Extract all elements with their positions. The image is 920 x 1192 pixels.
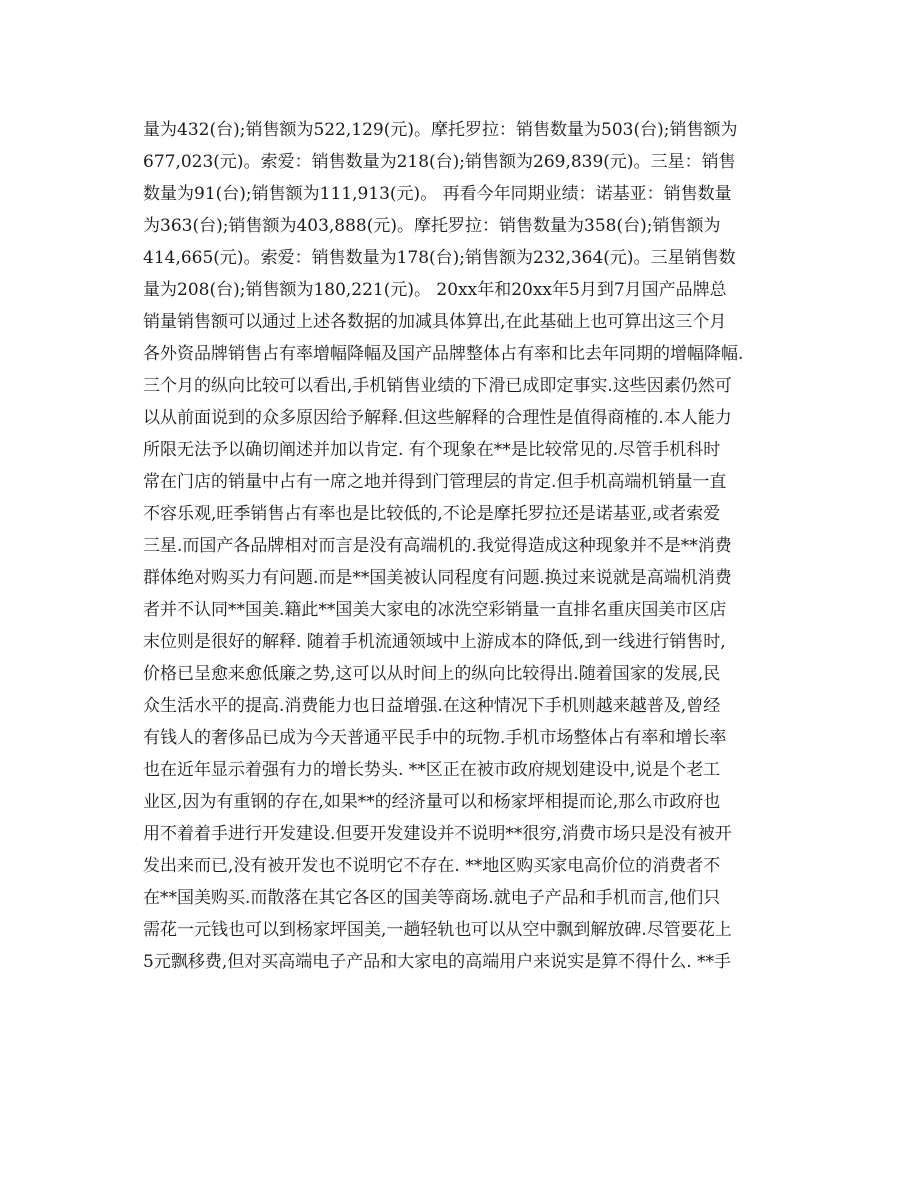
text-line: 为363(台);销售额为403,888(元)。摩托罗拉：销售数量为358(台);销售额为 — [143, 216, 721, 236]
text-line: 所限无法予以确切阐述并加以肯定. 有个现象在**是比较常见的.尽管手机科时 — [143, 440, 721, 460]
text-line: 三个月的纵向比较可以看出,手机销售业绩的下滑已成即定事实.这些因素仍然可 — [143, 376, 732, 396]
text-line: 677,023(元)。索爱：销售数量为218(台);销售额为269,839(元)。三星：销售 — [143, 152, 736, 172]
text-line: 常在门店的销量中占有一席之地并得到门管理层的肯定.但手机高端机销量一直 — [143, 472, 727, 492]
text-line: 量为208(台);销售额为180,221(元)。 20xx年和20xx年5月到7月国产品牌总 — [143, 280, 727, 300]
text-line: 价格已呈愈来愈低廉之势,这可以从时间上的纵向比较得出.随着国家的发展,民 — [143, 664, 721, 684]
text-line: 以从前面说到的众多原因给予解释.但这些解释的合理性是值得商榷的.本人能力 — [143, 408, 732, 428]
text-line: 在**国美购买.而散落在其它各区的国美等商场.就电子产品和手机而言,他们只 — [143, 888, 721, 908]
body-text — [143, 114, 783, 978]
text-line: 用不着着手进行开发建设.但要开发建设并不说明**很穷,消费市场只是没有被开 — [143, 824, 732, 844]
text-line: 三星.而国产各品牌相对而言是没有高端机的.我觉得造成这种现象并不是**消费 — [143, 536, 732, 556]
text-line: 不容乐观,旺季销售占有率也是比较低的,不论是摩托罗拉还是诺基亚,或者索爱 — [143, 504, 721, 524]
text-line: 有钱人的奢侈品已成为今天普通平民手中的玩物.手机市场整体占有率和增长率 — [143, 728, 727, 748]
text-line: 量为432(台);销售额为522,129(元)。摩托罗拉：销售数量为503(台);销售额为 — [143, 120, 738, 140]
text-line: 需花一元钱也可以到杨家坪国美,一趟轻轨也可以从空中飘到解放碑.尽管要花上 — [143, 920, 732, 940]
text-line: 5元飘移费,但对买高端电子产品和大家电的高端用户来说实是算不得什么. **手 — [143, 952, 732, 972]
text-line: 销量销售额可以通过上述各数据的加减具体算出,在此基础上也可算出这三个月 — [143, 312, 727, 332]
text-line: 业区,因为有重钢的存在,如果**的经济量可以和杨家坪相提而论,那么市政府也 — [143, 792, 721, 812]
text-line: 各外资品牌销售占有率增幅降幅及国产品牌整体占有率和比去年同期的增幅降幅. — [143, 344, 744, 364]
text-line: 发出来而已,没有被开发也不说明它不存在. **地区购买家电高价位的消费者不 — [143, 856, 721, 876]
text-line: 者并不认同**国美.籍此**国美大家电的冰洗空彩销量一直排名重庆国美市区店 — [143, 600, 727, 620]
text-line: 数量为91(台);销售额为111,913(元)。 再看今年同期业绩：诺基亚：销售数量 — [143, 184, 732, 204]
text-line: 群体绝对购买力有问题.而是**国美被认同程度有问题.换过来说就是高端机消费 — [143, 568, 732, 588]
text-line: 末位则是很好的解释. 随着手机流通领域中上游成本的降低,到一线进行销售时, — [143, 632, 726, 652]
text-line: 也在近年显示着强有力的增长势头. **区正在被市政府规划建设中,说是个老工 — [143, 760, 721, 780]
text-line: 414,665(元)。索爱：销售数量为178(台);销售额为232,364(元)。三星销售数 — [143, 248, 736, 268]
text-line: 众生活水平的提高.消费能力也日益增强.在这种情况下手机则越来越普及,曾经 — [143, 696, 721, 716]
